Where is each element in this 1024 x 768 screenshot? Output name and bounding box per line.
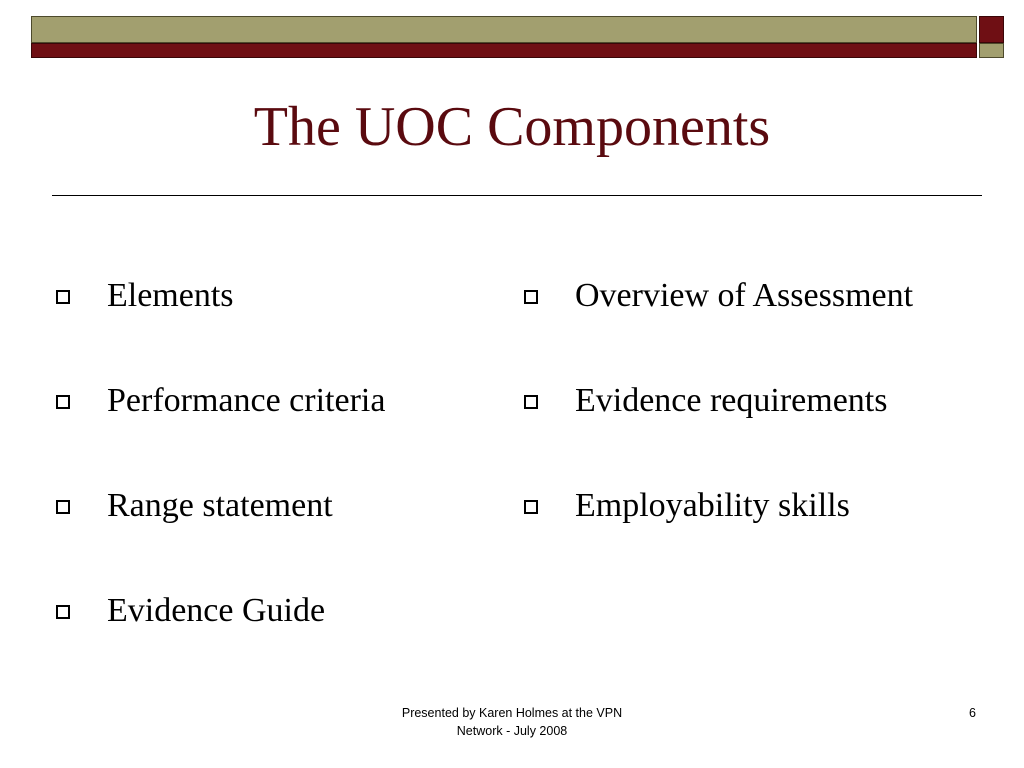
- corner-olive-square: [979, 43, 1004, 58]
- list-item: [524, 274, 994, 379]
- list-item: [56, 484, 496, 589]
- hollow-square-bullet-icon: [56, 290, 70, 304]
- right-bullet-list: [524, 274, 994, 589]
- header-maroon-bar: [31, 43, 977, 58]
- list-item: [56, 589, 496, 694]
- list-item-label: Performance criteria: [107, 382, 386, 419]
- left-bullet-list: [56, 274, 496, 694]
- footer-line-2: Network - July 2008: [456, 724, 568, 738]
- list-item-label: Range statement: [107, 487, 333, 524]
- slide-title: The UOC Components: [253, 96, 771, 158]
- list-item: [56, 379, 496, 484]
- hollow-square-bullet-icon: [56, 500, 70, 514]
- list-item-label: Evidence requirements: [575, 382, 888, 419]
- hollow-square-bullet-icon: [524, 395, 538, 409]
- hollow-square-bullet-icon: [524, 500, 538, 514]
- list-item-label: Overview of Assessment: [575, 277, 914, 314]
- slide-footer: [362, 704, 662, 740]
- footer-line-1: Presented by Karen Holmes at the VPN: [401, 706, 623, 720]
- list-item-label: Employability skills: [575, 487, 850, 524]
- hollow-square-bullet-icon: [56, 395, 70, 409]
- list-item-label: Elements: [107, 277, 234, 314]
- page-number: 6: [969, 706, 976, 720]
- title-divider: [52, 195, 982, 196]
- hollow-square-bullet-icon: [56, 605, 70, 619]
- corner-maroon-square: [979, 16, 1004, 43]
- list-item: [524, 484, 994, 589]
- list-item: [56, 274, 496, 379]
- header-olive-bar: [31, 16, 977, 43]
- hollow-square-bullet-icon: [524, 290, 538, 304]
- list-item: [524, 379, 994, 484]
- list-item-label: Evidence Guide: [107, 592, 326, 629]
